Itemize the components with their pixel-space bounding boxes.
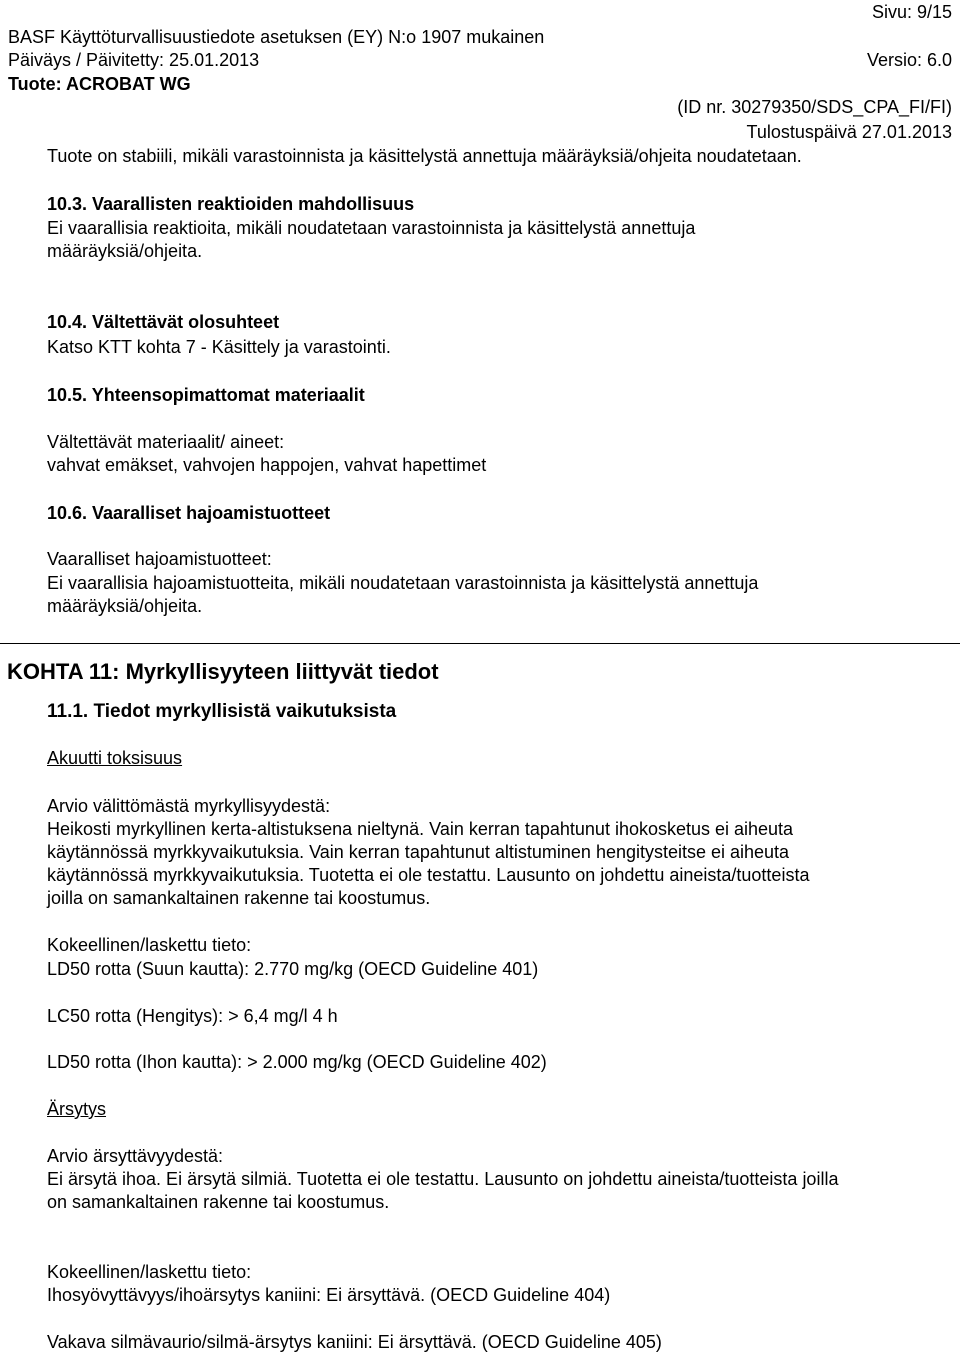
document-title: BASF Käyttöturvallisuustiedote asetuksen (EY) N:o 1907 mukainen (8, 27, 545, 47)
irritation-assessment-label: Arvio ärsyttävyydestä: (47, 1146, 224, 1166)
version-label: Versio: 6.0 (866, 50, 952, 70)
section-10-3-line-2: määräyksiä/ohjeita. (47, 241, 203, 261)
acute-data-label: Kokeellinen/laskettu tieto: (47, 935, 252, 955)
skin-irritation-result: Ihosyövyttävyys/ihoärsytys kaniini: Ei ärsyttävä. (OECD Guideline 404) (47, 1285, 611, 1305)
date-line: Päiväys / Päivitetty: 25.01.2013 (8, 50, 260, 70)
acute-text-line-1: Heikosti myrkyllinen kerta-altistuksena nieltynä. Vain kerran tapahtunut ihokosketus ei aiheuta (47, 819, 794, 839)
section-10-5-label: Vältettävät materiaalit/ aineet: (47, 432, 285, 452)
section-10-5-heading: 10.5. Yhteensopimattomat materiaalit (47, 385, 365, 405)
section-10-4-line-1: Katso KTT kohta 7 - Käsittely ja varastointi. (47, 337, 391, 357)
print-date: Tulostuspäivä 27.01.2013 (746, 122, 952, 142)
irritation-heading: Ärsytys (47, 1099, 107, 1119)
page-number: Sivu: 9/15 (871, 2, 952, 22)
section-10-3-line-1: Ei vaarallisia reaktioita, mikäli noudatetaan varastoinnista ja käsittelystä annettuja (47, 218, 696, 238)
section-11-1-heading: 11.1. Tiedot myrkyllisistä vaikutuksista (47, 701, 397, 722)
acute-text-line-2: käytännössä myrkkyvaikutuksia. Vain kerran tapahtunut altistuminen hengitysteitse ei aiheuta (47, 842, 790, 862)
section-10-6-line-1: Ei vaarallisia hajoamistuotteita, mikäli noudatetaan varastoinnista ja käsittelystä annettuja (47, 573, 759, 593)
section-10-4-heading: 10.4. Vältettävät olosuhteet (47, 312, 280, 332)
section-10-3-heading: 10.3. Vaarallisten reaktioiden mahdollisuus (47, 194, 415, 214)
irritation-data-label: Kokeellinen/laskettu tieto: (47, 1262, 252, 1282)
acute-text-line-4: joilla on samankaltainen rakenne tai koostumus. (47, 888, 431, 908)
acute-text-line-3: käytännössä myrkkyvaikutuksia. Tuotetta ei ole testattu. Lausunto on johdettu aineista/tuotteista (47, 865, 810, 885)
section-10-5-value: vahvat emäkset, vahvojen happojen, vahvat hapettimet (47, 455, 487, 475)
acute-toxicity-heading: Akuutti toksisuus (47, 748, 183, 768)
stability-text: Tuote on stabiili, mikäli varastoinnista ja käsittelystä annettuja määräyksiä/ohjeita noudatetaan. (47, 146, 802, 166)
document-id: (ID nr. 30279350/SDS_CPA_FI/FI) (677, 97, 952, 117)
lc50-inhalation: LC50 rotta (Hengitys): > 6,4 mg/l 4 h (47, 1006, 338, 1026)
eye-irritation-result: Vakava silmävaurio/silmä-ärsytys kaniini: Ei ärsyttävä. (OECD Guideline 405) (47, 1332, 662, 1352)
section-divider (0, 643, 960, 644)
acute-assessment-label: Arvio välittömästä myrkyllisyydestä: (47, 796, 331, 816)
section-10-6-line-2: määräyksiä/ohjeita. (47, 596, 203, 616)
section-11-title: KOHTA 11: Myrkyllisyyteen liittyvät tiedot (7, 659, 439, 684)
irritation-text-line-2: on samankaltainen rakenne tai koostumus. (47, 1192, 390, 1212)
ld50-oral: LD50 rotta (Suun kautta): 2.770 mg/kg (OECD Guideline 401) (47, 959, 539, 979)
irritation-text-line-1: Ei ärsytä ihoa. Ei ärsytä silmiä. Tuotetta ei ole testattu. Lausunto on johdettu aineista/tuotteista joilla (47, 1169, 839, 1189)
section-10-6-heading: 10.6. Vaaralliset hajoamistuotteet (47, 503, 331, 523)
ld50-dermal: LD50 rotta (Ihon kautta): > 2.000 mg/kg (OECD Guideline 402) (47, 1052, 547, 1072)
section-10-6-label: Vaaralliset hajoamistuotteet: (47, 549, 272, 569)
product-name: Tuote: ACROBAT WG (8, 74, 191, 94)
